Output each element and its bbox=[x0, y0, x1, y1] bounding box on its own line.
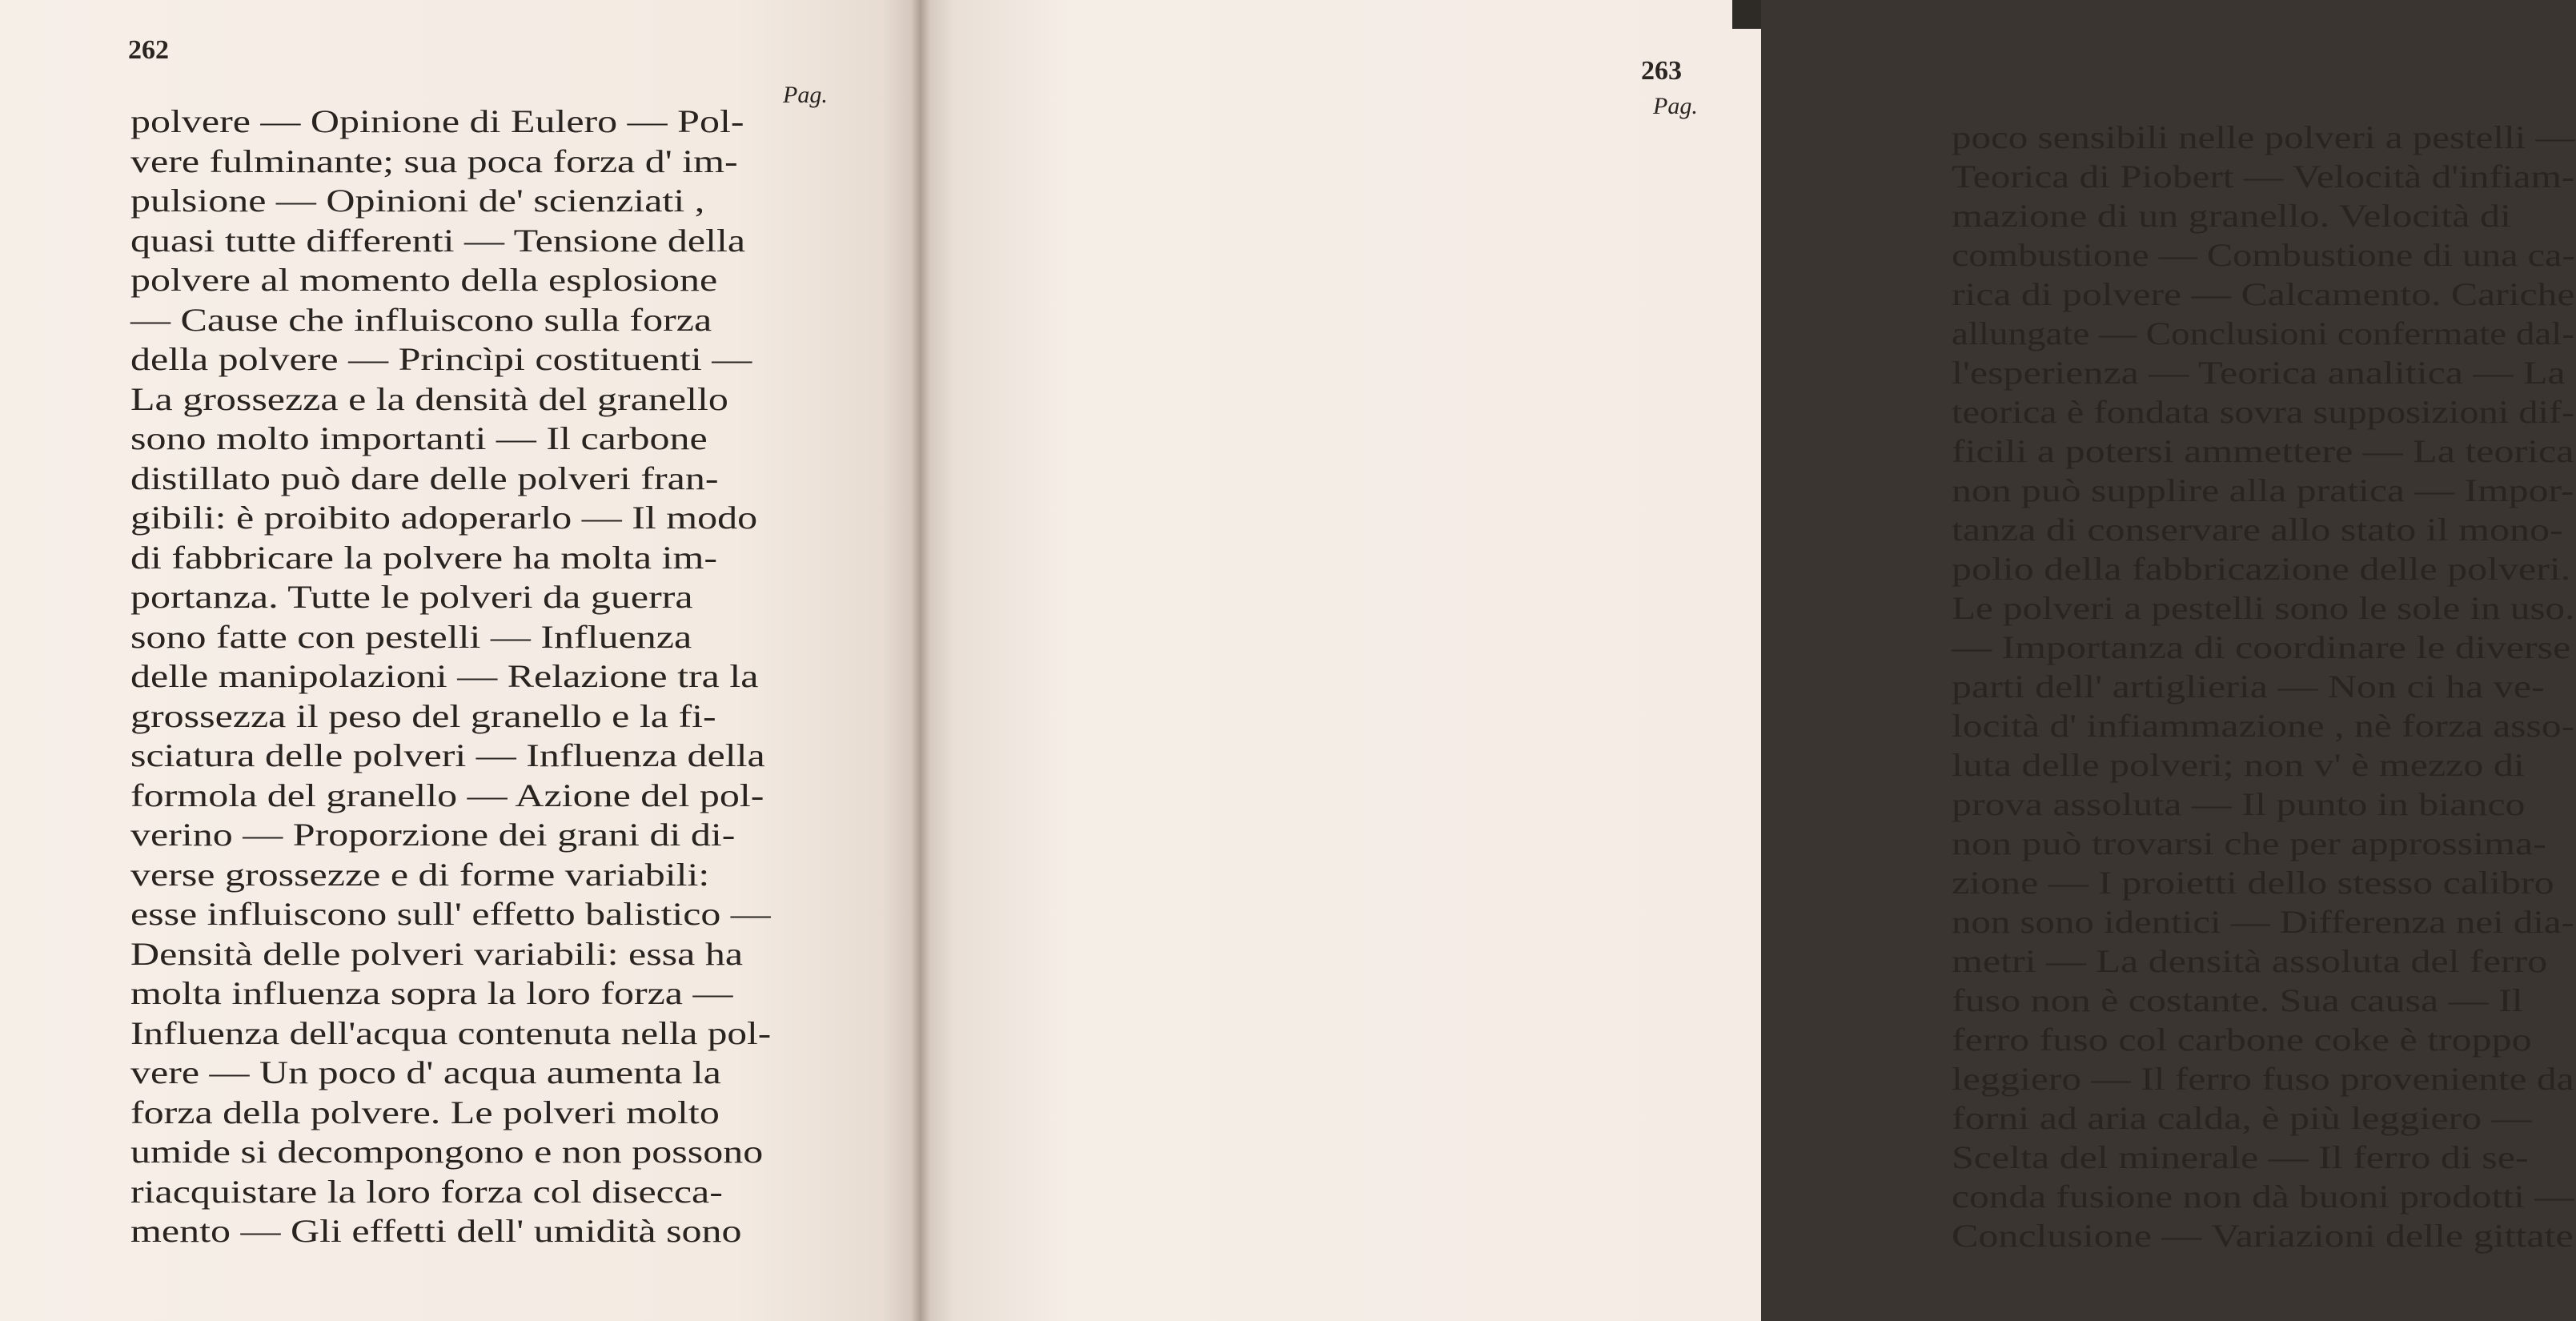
text-line: verse grossezze e di forme variabili: bbox=[130, 856, 710, 893]
text-line: allungate — Conclusioni confermate dal- bbox=[1952, 315, 2575, 351]
text-line: non può trovarsi che per approssima- bbox=[1952, 825, 2546, 861]
text-line: Densità delle polveri variabili: essa ha bbox=[130, 935, 744, 972]
left-page bbox=[0, 0, 921, 1321]
text-line: sono molto importanti — Il carbone bbox=[130, 420, 708, 456]
text-line: delle manipolazioni — Relazione tra la bbox=[130, 658, 759, 694]
text-line: non sono identici — Differenza nei dia- bbox=[1952, 904, 2574, 940]
text-line: ficili a potersi ammettere — La teorica bbox=[1952, 433, 2574, 469]
text-line: luta delle polveri; non v' è mezzo di bbox=[1952, 747, 2525, 783]
text-line: Scelta del minerale — Il ferro di se- bbox=[1952, 1139, 2529, 1175]
text-line: prova assoluta — Il punto in bianco bbox=[1952, 786, 2526, 822]
text-line: mazione di un granello. Velocità di bbox=[1952, 198, 2511, 234]
page-corner-shadow bbox=[1732, 0, 1761, 29]
text-line: polvere al momento della esplosione bbox=[130, 262, 718, 298]
text-line: combustione — Combustione di una ca- bbox=[1952, 237, 2575, 273]
text-line: distillato può dare delle polveri fran- bbox=[130, 460, 719, 496]
text-line: — Cause che influiscono sulla forza bbox=[130, 301, 712, 338]
text-line: vere fulminante; sua poca forza d' im- bbox=[130, 143, 738, 179]
text-line: riacquistare la loro forza col disecca- bbox=[130, 1173, 723, 1210]
text-line: sono fatte con pestelli — Influenza bbox=[130, 618, 692, 655]
text-line: fuso non è costante. Sua causa — Il bbox=[1952, 982, 2523, 1018]
text-line: polvere — Opinione di Eulero — Pol- bbox=[130, 103, 744, 139]
text-line: mento — Gli effetti dell' umidità sono bbox=[130, 1213, 742, 1249]
text-line: molta influenza sopra la loro forza — bbox=[130, 975, 733, 1011]
text-line: polio della fabbricazione delle polveri. bbox=[1952, 551, 2571, 587]
right-page-header-label: Pag. bbox=[1653, 93, 1698, 119]
text-line: La grossezza e la densità del granello bbox=[130, 380, 728, 417]
text-line: pulsione — Opinioni de' scienziati , bbox=[130, 183, 705, 219]
text-line: verino — Proporzione dei grani di di- bbox=[130, 817, 736, 853]
left-page-text bbox=[130, 102, 779, 1263]
text-line: Conclusione — Variazioni delle gittate bbox=[1952, 1218, 2574, 1254]
text-line: tanza di conservare allo stato il mono- bbox=[1952, 512, 2563, 548]
text-line: umide si decompongono e non possono bbox=[130, 1134, 764, 1170]
text-line: poco sensibili nelle polveri a pestelli — bbox=[1952, 119, 2575, 155]
text-line: formola del granello — Azione del pol- bbox=[130, 777, 764, 813]
text-line: Le polveri a pestelli sono le sole in uso. bbox=[1952, 590, 2575, 626]
book-gutter bbox=[911, 0, 930, 1321]
left-page-header-label: Pag. bbox=[783, 82, 828, 108]
text-line: zione — I proietti dello stesso calibro bbox=[1952, 865, 2554, 901]
text-line: grossezza il peso del granello e la fi- bbox=[130, 697, 716, 734]
text-line: quasi tutte differenti — Tensione della bbox=[130, 222, 746, 259]
text-line: di fabbricare la polvere ha molta im- bbox=[130, 539, 718, 576]
text-line: metri — La densità assoluta del ferro bbox=[1952, 943, 2548, 979]
text-line: — Importanza di coordinare le diverse bbox=[1952, 629, 2571, 665]
text-line: forza della polvere. Le polveri molto bbox=[130, 1094, 720, 1130]
text-line: Influenza dell'acqua contenuta nella pol- bbox=[130, 1014, 772, 1051]
text-line: ferro fuso col carbone coke è troppo bbox=[1952, 1022, 2532, 1058]
text-line: esse influiscono sull' effetto balistico — bbox=[130, 896, 771, 932]
text-line: portanza. Tutte le polveri da guerra bbox=[130, 579, 693, 615]
text-line: non può supplire alla pratica — Impor- bbox=[1952, 472, 2574, 508]
text-line: teorica è fondata sovra supposizioni dif- bbox=[1952, 394, 2575, 430]
text-line: della polvere — Princìpi costituenti — bbox=[130, 341, 752, 377]
text-line: vere — Un poco d' acqua aumenta la bbox=[130, 1054, 721, 1090]
left-page-number: 262 bbox=[128, 35, 169, 65]
text-line: l'esperienza — Teorica analitica — La bbox=[1952, 355, 2566, 391]
right-page-text bbox=[1952, 118, 2576, 1271]
text-line: locità d' infiammazione , nè forza asso- bbox=[1952, 708, 2575, 744]
text-line: rica di polvere — Calcamento. Cariche bbox=[1952, 276, 2575, 312]
text-line: sciatura delle polveri — Influenza della bbox=[130, 737, 765, 773]
text-line: conda fusione non dà buoni prodotti — bbox=[1952, 1178, 2574, 1215]
right-page bbox=[921, 0, 2575, 1321]
text-line: leggiero — Il ferro fuso proveniente da bbox=[1952, 1061, 2574, 1097]
text-line: gibili: è proibito adoperarlo — Il modo bbox=[130, 500, 758, 536]
text-line: Teorica di Piobert — Velocità d'infiam- bbox=[1952, 159, 2575, 195]
text-line: forni ad aria calda, è più leggiero — bbox=[1952, 1100, 2532, 1136]
right-page-number: 263 bbox=[1641, 56, 1682, 86]
text-line: parti dell' artiglieria — Non ci ha ve- bbox=[1952, 669, 2545, 705]
